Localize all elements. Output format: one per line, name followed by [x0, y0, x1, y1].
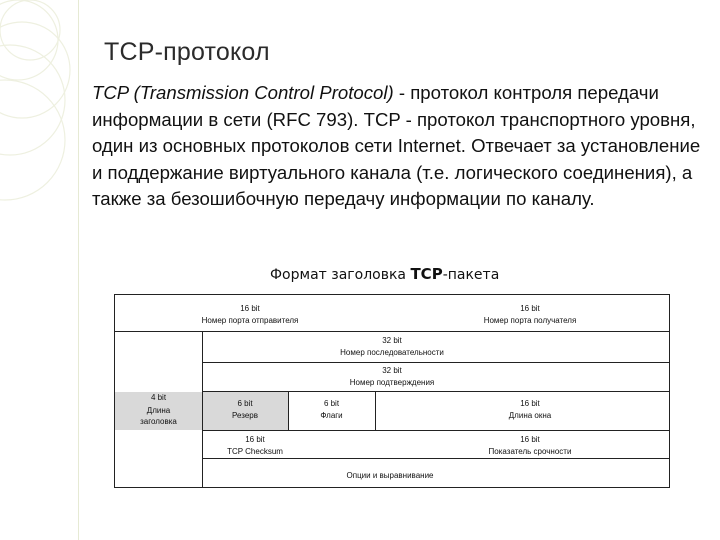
ack-bits: 32 bit [382, 366, 402, 375]
dst-port-bits: 16 bit [520, 304, 540, 313]
tcp-header-diagram [114, 294, 670, 488]
checksum-label: TCP Checksum [227, 447, 283, 456]
flags-bits: 6 bit [323, 399, 340, 408]
row-divider-2 [202, 362, 669, 363]
seq-label: Номер последовательности [340, 348, 444, 357]
row-divider-5 [202, 458, 669, 459]
hlen-label-1: Длина [146, 406, 171, 415]
col-divider-hlen [202, 331, 203, 487]
row-divider-3 [202, 391, 669, 392]
flags-label: Флаги [320, 411, 343, 420]
row-divider-1 [115, 331, 669, 332]
row-divider-4 [202, 430, 669, 431]
body-italic-term: TCP (Transmission Control Protocol) [92, 82, 394, 103]
seq-bits: 32 bit [382, 336, 402, 345]
hlen-bits: 4 bit [150, 393, 167, 402]
hlen-label-2: заголовка [140, 417, 177, 426]
src-port-bits: 16 bit [240, 304, 260, 313]
slide-title: TCP-протокол [104, 38, 270, 66]
checksum-bits: 16 bit [245, 435, 265, 444]
urgent-label: Показатель срочности [488, 447, 572, 456]
caption-pre: Формат заголовка [270, 267, 411, 283]
reserved-bits: 6 bit [237, 399, 253, 408]
margin-line [78, 0, 79, 540]
diagram-caption [270, 265, 499, 283]
col-divider-flags [375, 391, 376, 430]
caption-post: -пакета [442, 267, 500, 283]
slide-body [92, 80, 702, 213]
reserved-label: Резерв [232, 411, 258, 420]
caption-bold: TCP [410, 265, 443, 283]
decorative-swirl [0, 0, 90, 260]
body-description: - протокол контроля передачи информации в сети (RFC 793). TCP - протокол транспортного уровня, один из основных протоколов сети Internet. Отвечает за установление и поддержание виртуального канала (т.е. логического соединения), а также за безошибочную передачу информации по каналу. [92, 82, 701, 210]
dst-port-label: Номер порта получателя [483, 316, 577, 325]
urgent-bits: 16 bit [520, 435, 540, 444]
options-label: Опции и выравнивание [346, 471, 434, 480]
src-port-label: Номер порта отправителя [201, 316, 299, 325]
ack-label: Номер подтверждения [349, 378, 435, 387]
window-bits: 16 bit [520, 399, 540, 408]
window-label: Длина окна [508, 411, 552, 420]
